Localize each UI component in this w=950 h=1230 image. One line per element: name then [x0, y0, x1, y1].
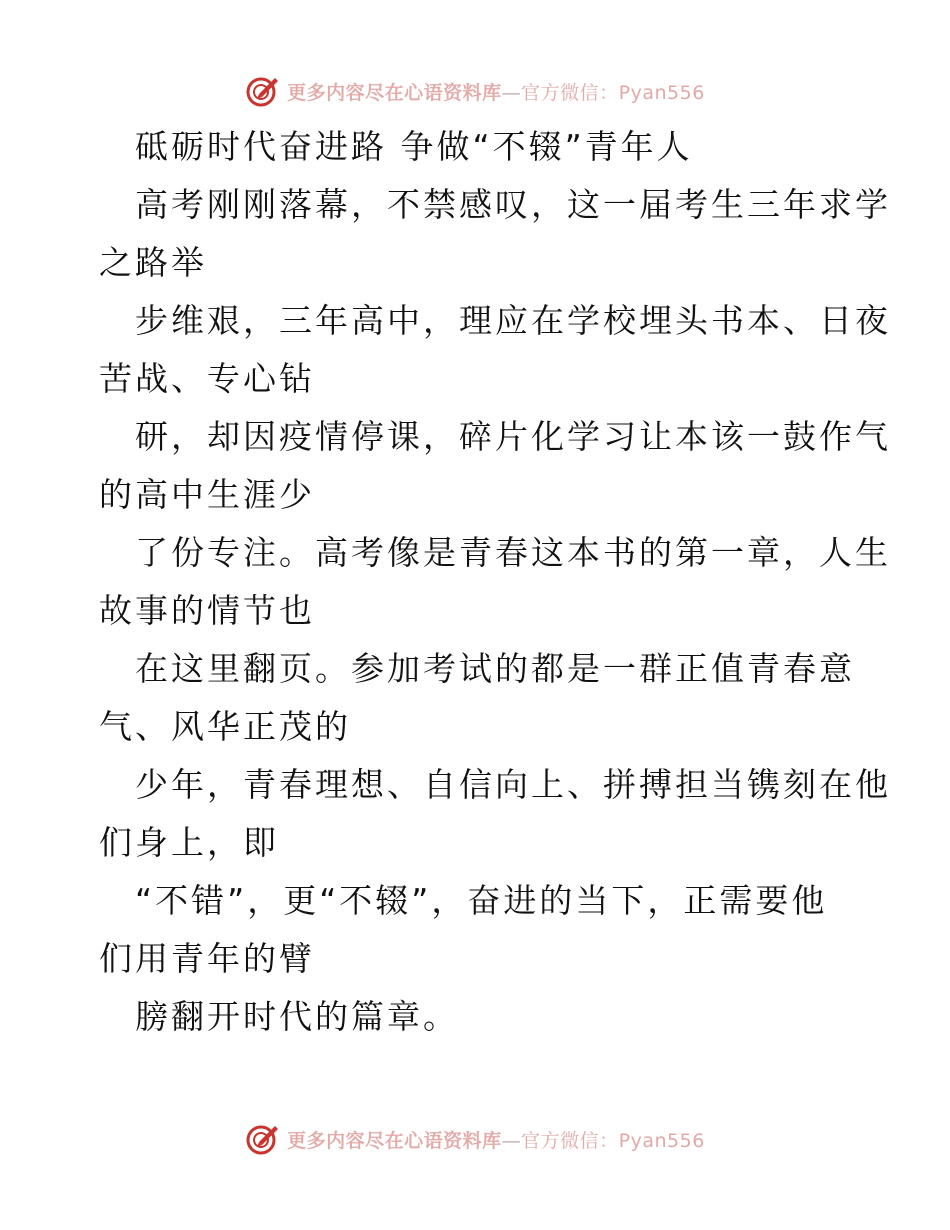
text-line: 在这里翻页。参加考试的都是一群正值青春意	[135, 649, 855, 688]
text-line: “不错”，更“不辍”，奋进的当下，正需要他	[135, 881, 828, 920]
text-line: 少年，青春理想、自信向上、拼搏担当镌刻在他	[135, 765, 891, 804]
text-line: 苦战、专心钻	[99, 359, 315, 398]
text-line: 研，却因疫情停课，碎片化学习让本该一鼓作气	[135, 417, 891, 456]
footer-banner-text	[287, 1126, 705, 1153]
text-line: 膀翻开时代的篇章。	[135, 997, 459, 1036]
document-title: 砥砺时代奋进路 争做“不辍”青年人	[135, 127, 693, 166]
header-site-text: 更多内容尽在心语资料库	[287, 81, 502, 104]
text-line: 们用青年的臂	[99, 939, 315, 978]
pen-logo-icon	[245, 73, 281, 109]
text-line: 的高中生涯少	[99, 475, 315, 514]
footer-separator: —	[501, 1129, 522, 1152]
header-contact-text: 官方微信：Pyan556	[521, 81, 705, 104]
header-banner-text	[287, 78, 705, 105]
header-banner	[0, 71, 950, 111]
text-line: 高考刚刚落幕，不禁感叹，这一届考生三年求学	[135, 185, 891, 224]
text-line: 气、风华正茂的	[99, 707, 351, 746]
text-line: 步维艰，三年高中，理应在学校埋头书本、日夜	[135, 301, 891, 340]
footer-banner	[0, 1119, 950, 1159]
text-line: 们身上，即	[99, 823, 279, 862]
pen-logo-icon	[245, 1121, 281, 1157]
text-line: 之路举	[99, 243, 207, 282]
header-separator: —	[501, 81, 522, 104]
footer-site-text: 更多内容尽在心语资料库	[287, 1129, 502, 1152]
footer-contact-text: 官方微信：Pyan556	[521, 1129, 705, 1152]
text-line: 了份专注。高考像是青春这本书的第一章，人生	[135, 533, 891, 572]
document-body	[99, 118, 891, 1046]
text-line: 故事的情节也	[99, 591, 315, 630]
